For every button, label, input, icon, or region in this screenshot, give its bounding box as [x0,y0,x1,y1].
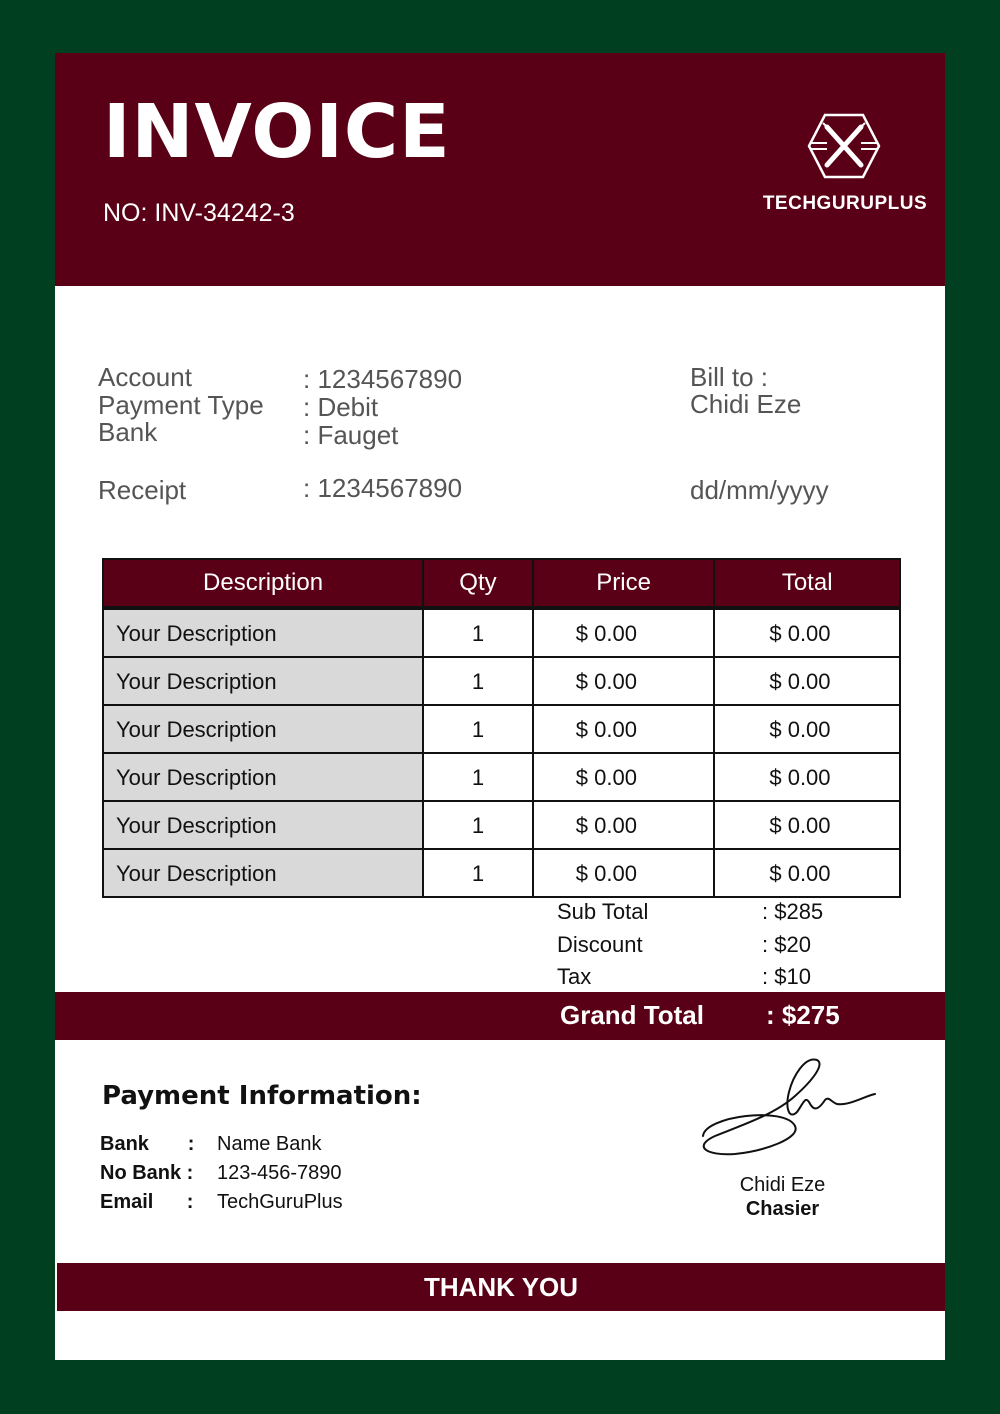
row-description: Your Description [103,705,423,753]
discount-row [557,932,811,958]
discount-value: : $20 [762,932,811,957]
invoice-title: INVOICE [103,89,451,175]
row-total: $ 0.00 [714,657,900,705]
discount-label: Discount [557,932,643,957]
subtotal-label: Sub Total [557,899,649,924]
row-total: $ 0.00 [714,705,900,753]
payment-type-label: Payment Type [98,390,264,420]
tax-label: Tax [557,964,592,989]
header-qty: Qty [423,559,533,608]
invoice-number: NO: INV-34242-3 [103,199,295,227]
table-row [103,608,900,657]
signer-name: Chidi Eze [739,1174,826,1196]
payment-email-row [100,1191,343,1214]
row-price: $ 0.00 [533,608,715,657]
row-price: $ 0.00 [533,657,715,705]
row-description: Your Description [103,849,423,897]
header-price: Price [533,559,715,608]
table-row [103,657,900,705]
items-table [102,558,901,898]
subtotal-value: : $285 [762,899,824,924]
row-qty: 1 [423,801,533,849]
grand-total-label: Grand Total [560,1000,704,1030]
receipt-value: : 1234567890 [303,473,463,503]
thank-you-bar [57,1263,945,1311]
invoice-header [55,53,945,286]
payment-type-value: : Debit [303,392,379,422]
row-price: $ 0.00 [533,801,715,849]
payment-bank-label: Bank : [100,1133,195,1155]
invoice-date: dd/mm/yyyy [690,475,829,505]
row-qty: 1 [423,849,533,897]
header-total: Total [714,559,900,608]
payment-email-value: TechGuruPlus [217,1191,343,1213]
subtotal-row [557,899,823,925]
row-price: $ 0.00 [533,705,715,753]
tax-row [557,964,811,990]
row-total: $ 0.00 [714,608,900,657]
bill-to-name: Chidi Eze [690,389,802,419]
grand-total-bar [55,992,945,1040]
thank-you-text: THANK YOU [423,1272,579,1302]
row-qty: 1 [423,608,533,657]
payment-info-title: Payment Information: [102,1081,422,1111]
table-row [103,705,900,753]
table-row [103,849,900,897]
table-row [103,753,900,801]
header-description: Description [103,559,423,608]
payment-email-label: Email : [100,1191,194,1213]
table-header-row [103,559,900,608]
signer-role: Chasier [745,1198,820,1220]
row-qty: 1 [423,705,533,753]
table-row [103,801,900,849]
grand-total-value: : $275 [766,1000,840,1030]
row-price: $ 0.00 [533,849,715,897]
signature-image [695,1056,885,1161]
account-value: : 1234567890 [303,364,463,394]
row-total: $ 0.00 [714,849,900,897]
invoice-page [55,53,945,1360]
tax-value: : $10 [762,964,811,989]
row-total: $ 0.00 [714,753,900,801]
row-total: $ 0.00 [714,801,900,849]
bank-label: Bank [98,417,158,447]
row-qty: 1 [423,753,533,801]
payment-bank-row [100,1133,322,1156]
row-description: Your Description [103,753,423,801]
row-description: Your Description [103,801,423,849]
payment-bank-value: Name Bank [217,1133,322,1155]
payment-no-bank-label: No Bank : [100,1162,194,1184]
row-description: Your Description [103,657,423,705]
row-price: $ 0.00 [533,753,715,801]
payment-no-bank-row [100,1162,342,1185]
crossed-fork-knife-icon [807,113,881,179]
receipt-label: Receipt [98,475,187,505]
bill-to-label: Bill to : [690,362,769,392]
row-description: Your Description [103,608,423,657]
row-qty: 1 [423,657,533,705]
brand-name: TECHGURUPLUS [762,193,928,214]
account-label: Account [98,362,192,392]
payment-no-bank-value: 123-456-7890 [217,1162,342,1184]
bank-value: : Fauget [303,420,399,450]
